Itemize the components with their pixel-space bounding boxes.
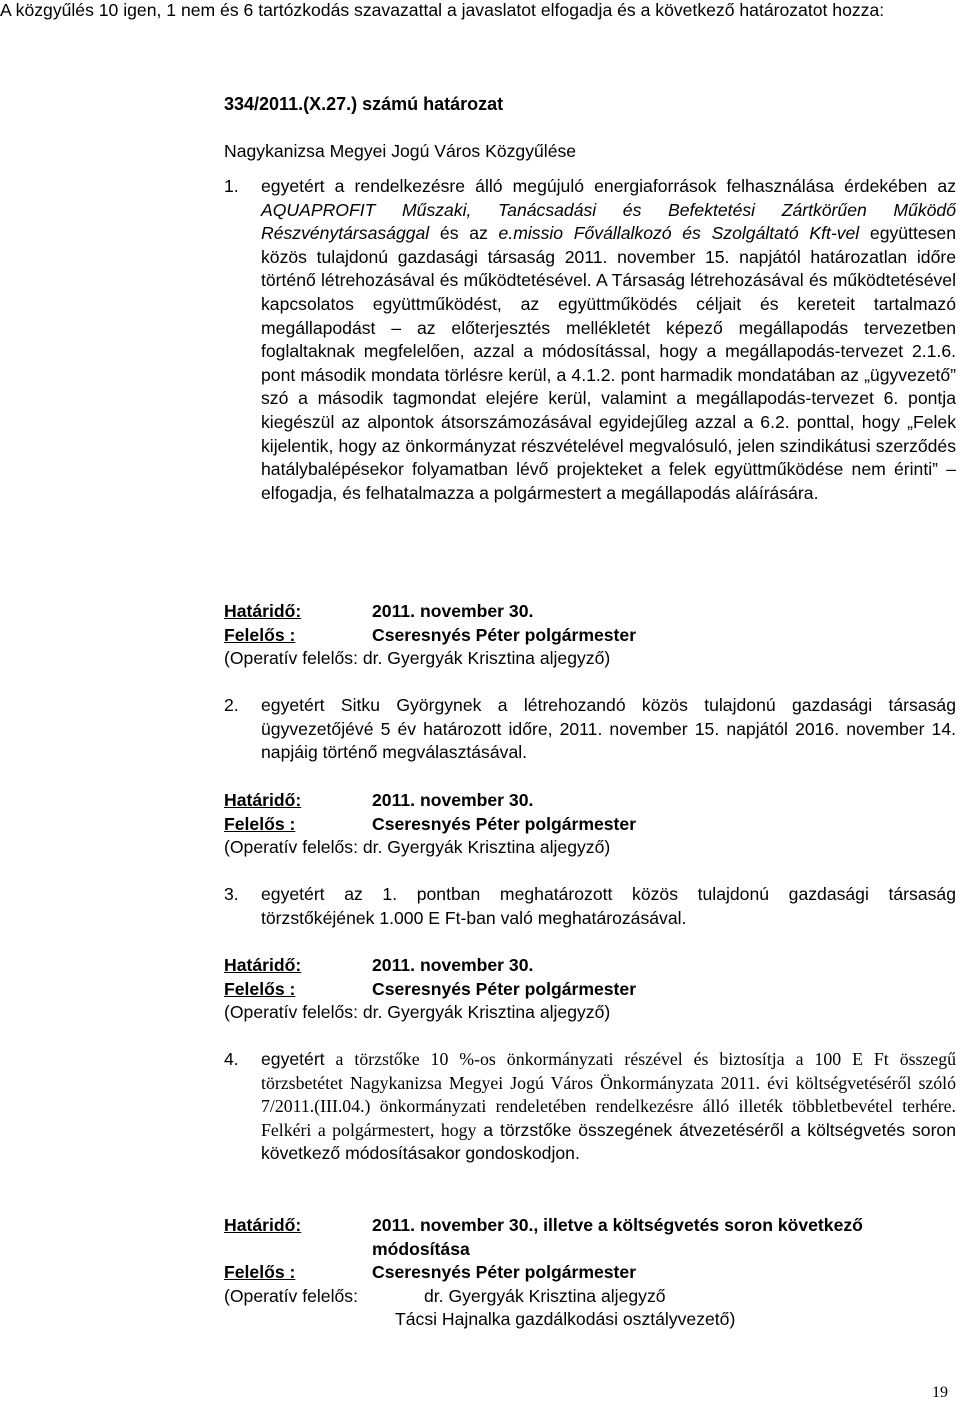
operative-responsible-1: dr. Gyergyák Krisztina aljegyző [424,1285,666,1306]
responsible-label: Felelős : [224,978,296,999]
council-name: Nagykanizsa Megyei Jogú Város Közgyűlése [224,141,577,161]
item-text: egyetért Sitku Györgynek a létrehozandó közös tulajdonú gazdasági társaság ügyvezetőjévé 5 év határozott időre, 2011. november 15. napjától 2016. november 14. napjáig történő megválasztásával. [261,695,956,763]
responsible-label: Felelős : [224,813,296,834]
item-number: 3. [224,884,239,904]
operative-label: (Operatív felelős: [224,1285,358,1306]
operative-responsible: (Operatív felelős: dr. Gyergyák Krisztina aljegyző) [224,648,611,669]
responsibility-block-3 [224,954,960,1025]
deadline-value: 2011. november 30., illetve a költségvetés soron következő módosítása [372,1215,863,1259]
item-text: egyetért az 1. pontban meghatározott közös tulajdonú gazdasági társaság törzstőkéjének 1.000 E Ft-ban való meghatározásával. [261,884,956,928]
deadline-value: 2011. november 30. [372,601,534,621]
item-text: egyetért a rendelkezésre álló megújuló energiaforrások felhasználása érdekében az AQUAPROFIT Műszaki, Tanácsadási és Befektetési Zártkörűen Működő Részvénytársasággal és az e.missio Fővállalkozó és Szolgáltató Kft-vel együttesen közös tulajdonú gazdasági társaság 2011. november 15. napjától határozatlan időre történő létrehozásával és működtetésével. A Társaság létrehozásával és működtetésével kapcsolatos együttműködést, az együttműködés céljait és kereteit tartalmazó megállapodást – az előterjesztés mellékletét képező megállapodás tervezetben foglaltaknak megfelelően, azzal a módosítással, hogy a megállapodás-tervezet 2.1.6. pont második mondata törlésre kerül, a 4.1.2. pont harmadik mondatában az „ügyvezető” szó a második tagmondat elejére kerül, valamint a megállapodás-tervezet 6. pontja kiegészül az alpontok átsorszámozásával egyidejűleg azzal a 6.2. ponttal, hogy „Felek kijelentik, hogy az önkormányzat részvételével megvalósuló, jelen szindikátusi szerződés hatálybalépésekor folyamatban lévő projekteket a felek együttműködése nem érinti” – elfogadja, és felhatalmazza a polgármestert a megállapodás aláírására. [261,176,956,503]
deadline-value: 2011. november 30. [372,790,534,810]
intro-paragraph: A közgyűlés 10 igen, 1 nem és 6 tartózkodás szavazattal a javaslatot elfogadja és a következő határozatot hozza: [0,0,885,20]
operative-responsible: (Operatív felelős: dr. Gyergyák Krisztina aljegyző) [224,837,611,858]
deadline-value: 2011. november 30. [372,955,534,975]
responsible-value: Cseresnyés Péter polgármester [372,624,637,645]
responsible-value: Cseresnyés Péter polgármester [372,813,637,834]
item-text: egyetért a törzstőke 10 %-os önkormányzati részével és biztosítja a 100 E Ft összegű törzsbetétet Nagykanizsa Megyei Jogú Város Önkormányzata 2011. évi költségvetéséről szóló 7/2011.(III.04.) önkormányzati rendeletében rendelkezésre álló illeték többletbevétel terhére. Felkéri a polgármestert, hogy a törzstőke összegének átvezetéséről a költségvetés soron következő módosításakor gondoskodjon. [261,1049,956,1164]
item-number: 2. [224,695,239,715]
responsibility-block-1 [224,600,960,671]
item-number: 4. [224,1049,239,1069]
responsible-label: Felelős : [224,1262,296,1283]
responsible-value: Cseresnyés Péter polgármester [372,978,637,999]
resolution-item-3 [224,883,956,930]
deadline-label: Határidő: [224,601,302,621]
deadline-label: Határidő: [224,790,302,810]
resolution-id: 334/2011.(X.27.) számú határozat [224,94,504,114]
resolution-item-4 [224,1048,956,1166]
deadline-label: Határidő: [224,1215,302,1235]
operative-responsible-2: Tácsi Hajnalka gazdálkodási osztályvezető) [395,1309,736,1330]
item-number: 1. [224,176,239,196]
resolution-item-1 [224,175,956,505]
resolution-item-2 [224,694,956,765]
operative-responsible: (Operatív felelős: dr. Gyergyák Krisztina aljegyző) [224,1002,611,1023]
deadline-label: Határidő: [224,955,302,975]
responsible-label: Felelős : [224,624,296,645]
responsible-value: Cseresnyés Péter polgármester [372,1262,637,1283]
page-number: 19 [932,1384,948,1401]
responsibility-block-4 [224,1214,960,1332]
responsibility-block-2 [224,789,960,860]
